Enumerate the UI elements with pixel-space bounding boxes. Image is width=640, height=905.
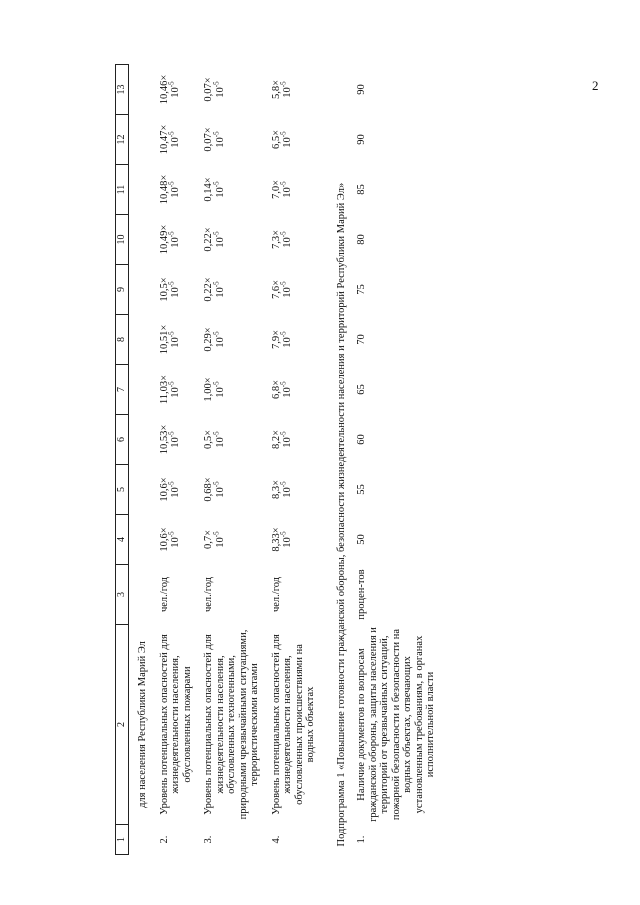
value-text: [203, 277, 226, 301]
exp-base: 10: [214, 437, 226, 448]
mantissa: 0,5×: [203, 429, 214, 450]
value-cell: [158, 265, 195, 315]
value-text: [203, 530, 226, 549]
table-row: [136, 65, 150, 855]
exp-base: 10: [282, 287, 293, 298]
value-cell: [202, 465, 262, 515]
mantissa: 80: [356, 234, 367, 245]
row-number: 1.: [356, 835, 367, 844]
value-cell: [202, 315, 262, 365]
exp-base: 10: [214, 337, 226, 348]
mantissa: 7,6×: [270, 279, 282, 300]
mantissa: 55: [356, 484, 367, 495]
exp-base: 10: [214, 287, 226, 298]
value-cell: [202, 215, 262, 265]
value-cell: [270, 515, 318, 565]
mantissa: 10,53×: [158, 424, 170, 455]
value-cell: [355, 215, 438, 265]
value-cell: [270, 415, 318, 465]
value-text: [356, 534, 368, 545]
value-text: [159, 225, 182, 255]
mantissa: 11,03×: [158, 374, 170, 405]
exp-base: 10: [214, 387, 226, 398]
value-cell: [136, 265, 150, 315]
value-text: [203, 327, 226, 351]
value-text: [356, 234, 368, 245]
exp-base: 10: [170, 487, 181, 498]
value-text: [271, 180, 294, 199]
mantissa: 0,29×: [203, 327, 214, 352]
value-text: [203, 227, 226, 251]
row-number: 3.: [203, 835, 214, 844]
column-number: 10: [116, 215, 129, 265]
exp-power: -5: [279, 481, 288, 488]
exp-power: -5: [167, 231, 176, 238]
mantissa: 10,6×: [158, 527, 170, 552]
exp-power: -5: [167, 331, 176, 338]
value-text: [203, 177, 226, 201]
exp-base: 10: [170, 87, 181, 98]
value-text: [271, 230, 294, 249]
exp-base: 10: [214, 137, 226, 148]
value-text: [203, 77, 226, 101]
exp-power: -5: [212, 531, 220, 538]
exp-power: -5: [279, 281, 288, 288]
spacer: [318, 65, 326, 855]
table-row: [202, 65, 262, 855]
column-number: 7: [116, 365, 129, 415]
exp-power: -5: [212, 331, 220, 338]
row-number: 2.: [158, 835, 170, 844]
unit-cell: чел./год: [270, 576, 282, 613]
value-text: [203, 377, 226, 401]
exp-power: -5: [212, 131, 220, 138]
mantissa: 6,5×: [270, 129, 282, 150]
exp-power: -5: [167, 131, 176, 138]
mantissa: 90: [356, 84, 367, 95]
value-cell: [202, 165, 262, 215]
mantissa: 50: [356, 534, 367, 545]
value-cell: [158, 65, 195, 115]
value-text: [356, 184, 368, 195]
mantissa: 75: [356, 284, 367, 295]
header-row: [116, 65, 129, 855]
exp-power: -5: [167, 381, 176, 388]
value-cell: [355, 115, 438, 165]
value-text: [356, 334, 368, 345]
value-text: [159, 425, 182, 455]
exp-power: -5: [279, 131, 288, 138]
exp-power: -5: [212, 181, 220, 188]
mantissa: 10,47×: [158, 124, 170, 155]
unit-cell: чел./год: [158, 576, 170, 613]
mantissa: 60: [356, 434, 367, 445]
value-text: [356, 484, 368, 495]
column-number: 6: [116, 415, 129, 465]
value-text: [159, 375, 182, 404]
mantissa: 90: [356, 134, 367, 145]
section-title: Подпрограмма 1 «Повышение готовности гражданской обороны, безопасности жизнедеятельности населения и территорий Республики Марий Эл»: [335, 182, 347, 847]
exp-power: -5: [279, 231, 288, 238]
column-number: 8: [116, 315, 129, 365]
exp-power: -5: [279, 81, 288, 88]
mantissa: 10,51×: [158, 324, 170, 355]
value-cell: [136, 115, 150, 165]
mantissa: 65: [356, 384, 367, 395]
exp-base: 10: [170, 537, 181, 548]
exp-base: 10: [170, 287, 181, 298]
value-text: [271, 80, 294, 99]
mantissa: 0,14×: [203, 177, 214, 202]
exp-base: 10: [282, 537, 293, 548]
value-cell: [270, 265, 318, 315]
column-number: 13: [116, 65, 129, 115]
mantissa: 8,2×: [270, 429, 282, 450]
indicator-name: Уровень потенциальных опасностей для жизнедеятельности населения, обусловленных пожарами: [158, 634, 193, 815]
value-cell: [355, 515, 438, 565]
exp-power: -5: [212, 381, 220, 388]
value-text: [356, 84, 368, 95]
value-cell: [355, 65, 438, 115]
value-text: [159, 125, 182, 155]
exp-base: 10: [214, 87, 226, 98]
exp-power: -5: [167, 81, 176, 88]
value-text: [271, 280, 294, 299]
exp-base: 10: [282, 337, 293, 348]
value-cell: [202, 115, 262, 165]
exp-power: -5: [212, 81, 220, 88]
value-cell: [355, 365, 438, 415]
value-text: [271, 480, 294, 499]
exp-base: 10: [282, 387, 293, 398]
column-number: 5: [116, 465, 129, 515]
exp-power: -5: [167, 481, 176, 488]
value-cell: [158, 215, 195, 265]
mantissa: 0,22×: [203, 277, 214, 302]
value-cell: [270, 165, 318, 215]
indicator-name: Наличие документов по вопросам гражданской обороны, защиты населения и территорий от чрезвычайных ситуаций, пожарной безопасности и безопасности на водных объектах, отвечающих установленным требованиям, в органах исполнительной власти: [356, 627, 436, 822]
mantissa: 1,00×: [203, 377, 214, 402]
mantissa: 70: [356, 334, 367, 345]
exp-base: 10: [282, 237, 293, 248]
value-cell: [355, 315, 438, 365]
exp-base: 10: [214, 187, 226, 198]
value-cell: [270, 115, 318, 165]
exp-base: 10: [282, 437, 293, 448]
exp-power: -5: [212, 481, 220, 488]
value-text: [271, 330, 294, 349]
indicator-name: для населения Республики Марий Эл: [137, 641, 148, 808]
mantissa: 0,7×: [203, 529, 214, 550]
value-text: [271, 380, 294, 399]
spacer: [194, 65, 202, 855]
exp-power: -5: [167, 281, 176, 288]
mantissa: 10,48×: [158, 174, 170, 205]
value-cell: [202, 65, 262, 115]
page-number: 2: [592, 78, 599, 93]
mantissa: 6,8×: [270, 379, 282, 400]
value-cell: [158, 465, 195, 515]
mantissa: 85: [356, 184, 367, 195]
value-text: [271, 527, 294, 551]
value-cell: [136, 215, 150, 265]
value-cell: [355, 465, 438, 515]
exp-power: -5: [279, 331, 288, 338]
exp-power: -5: [167, 181, 176, 188]
exp-power: -5: [279, 381, 288, 388]
section-row: [326, 65, 356, 855]
value-text: [271, 430, 294, 449]
value-cell: [355, 415, 438, 465]
table-row: [158, 65, 195, 855]
exp-base: 10: [170, 187, 181, 198]
indicator-name: Уровень потенциальных опасностей для жизнедеятельности населения, обусловленных техногенными, природными чрезвычайными ситуациями, террористическими актами: [203, 629, 260, 820]
exp-base: 10: [214, 537, 226, 548]
value-text: [356, 384, 368, 395]
table-row: [355, 65, 438, 855]
exp-power: -5: [279, 431, 288, 438]
mantissa: 0,07×: [203, 127, 214, 152]
mantissa: 0,22×: [203, 227, 214, 252]
exp-power: -5: [279, 531, 288, 538]
value-cell: [270, 365, 318, 415]
mantissa: 10,5×: [158, 277, 170, 302]
exp-base: 10: [170, 237, 181, 248]
value-cell: [355, 165, 438, 215]
value-cell: [136, 365, 150, 415]
column-number: 3: [116, 565, 129, 625]
spacer: [262, 65, 270, 855]
mantissa: 5,8×: [270, 79, 282, 100]
unit-cell: [136, 565, 150, 625]
exp-power: -5: [212, 231, 220, 238]
exp-base: 10: [170, 387, 181, 398]
value-cell: [270, 465, 318, 515]
value-cell: [158, 165, 195, 215]
value-cell: [202, 515, 262, 565]
value-cell: [158, 115, 195, 165]
value-cell: [202, 415, 262, 465]
value-cell: [136, 515, 150, 565]
mantissa: 10,6×: [158, 477, 170, 502]
spacer: [438, 65, 446, 855]
mantissa: 8,3×: [270, 479, 282, 500]
exp-base: 10: [214, 237, 226, 248]
value-cell: [158, 365, 195, 415]
value-text: [356, 134, 368, 145]
unit-cell: процен-тов: [356, 569, 367, 620]
row-number: [136, 825, 150, 855]
exp-base: 10: [170, 137, 181, 148]
value-cell: [270, 315, 318, 365]
mantissa: 10,46×: [158, 74, 170, 105]
value-cell: [136, 415, 150, 465]
column-number: 4: [116, 515, 129, 565]
exp-base: 10: [282, 87, 293, 98]
value-text: [159, 75, 182, 105]
exp-base: 10: [170, 437, 181, 448]
value-text: [356, 284, 368, 295]
column-number: 2: [116, 625, 129, 825]
value-cell: [158, 315, 195, 365]
mantissa: 0,68×: [203, 477, 214, 502]
table-row: [270, 65, 318, 855]
column-number: 11: [116, 165, 129, 215]
value-cell: [158, 415, 195, 465]
exp-power: -5: [167, 531, 176, 538]
spacer: [150, 65, 158, 855]
column-number: 12: [116, 115, 129, 165]
mantissa: 8,33×: [270, 527, 282, 552]
mantissa: 10,49×: [158, 224, 170, 255]
mantissa: 7,3×: [270, 229, 282, 250]
value-text: [159, 277, 182, 301]
exp-base: 10: [282, 187, 293, 198]
exp-base: 10: [282, 137, 293, 148]
exp-power: -5: [279, 181, 288, 188]
value-text: [356, 434, 368, 445]
value-text: [159, 325, 182, 355]
exp-power: -5: [167, 431, 176, 438]
value-cell: [202, 365, 262, 415]
exp-base: 10: [282, 487, 293, 498]
value-cell: [158, 515, 195, 565]
indicators-table: [115, 64, 446, 855]
column-number: 1: [116, 825, 129, 855]
value-cell: [136, 65, 150, 115]
value-text: [159, 477, 182, 501]
value-cell: [270, 65, 318, 115]
value-text: [159, 527, 182, 551]
value-cell: [136, 315, 150, 365]
column-number: 9: [116, 265, 129, 315]
exp-power: -5: [212, 281, 220, 288]
exp-base: 10: [214, 487, 226, 498]
value-cell: [136, 465, 150, 515]
value-cell: [355, 265, 438, 315]
mantissa: 7,0×: [270, 179, 282, 200]
unit-cell: чел./год: [203, 576, 214, 613]
row-number: 4.: [270, 835, 282, 844]
value-text: [271, 130, 294, 149]
value-text: [159, 175, 182, 205]
exp-base: 10: [170, 337, 181, 348]
value-cell: [270, 215, 318, 265]
exp-power: -5: [212, 431, 220, 438]
indicator-name: Уровень потенциальных опасностей для жизнедеятельности населения, обусловленных происшествиями на водных объектах: [270, 634, 316, 815]
mantissa: 7,9×: [270, 329, 282, 350]
spacer: [128, 65, 136, 855]
value-text: [203, 127, 226, 151]
mantissa: 0,07×: [203, 77, 214, 102]
value-cell: [202, 265, 262, 315]
rotated-table-page: [115, 65, 535, 855]
value-cell: [136, 165, 150, 215]
value-text: [203, 477, 226, 501]
value-text: [203, 430, 226, 449]
